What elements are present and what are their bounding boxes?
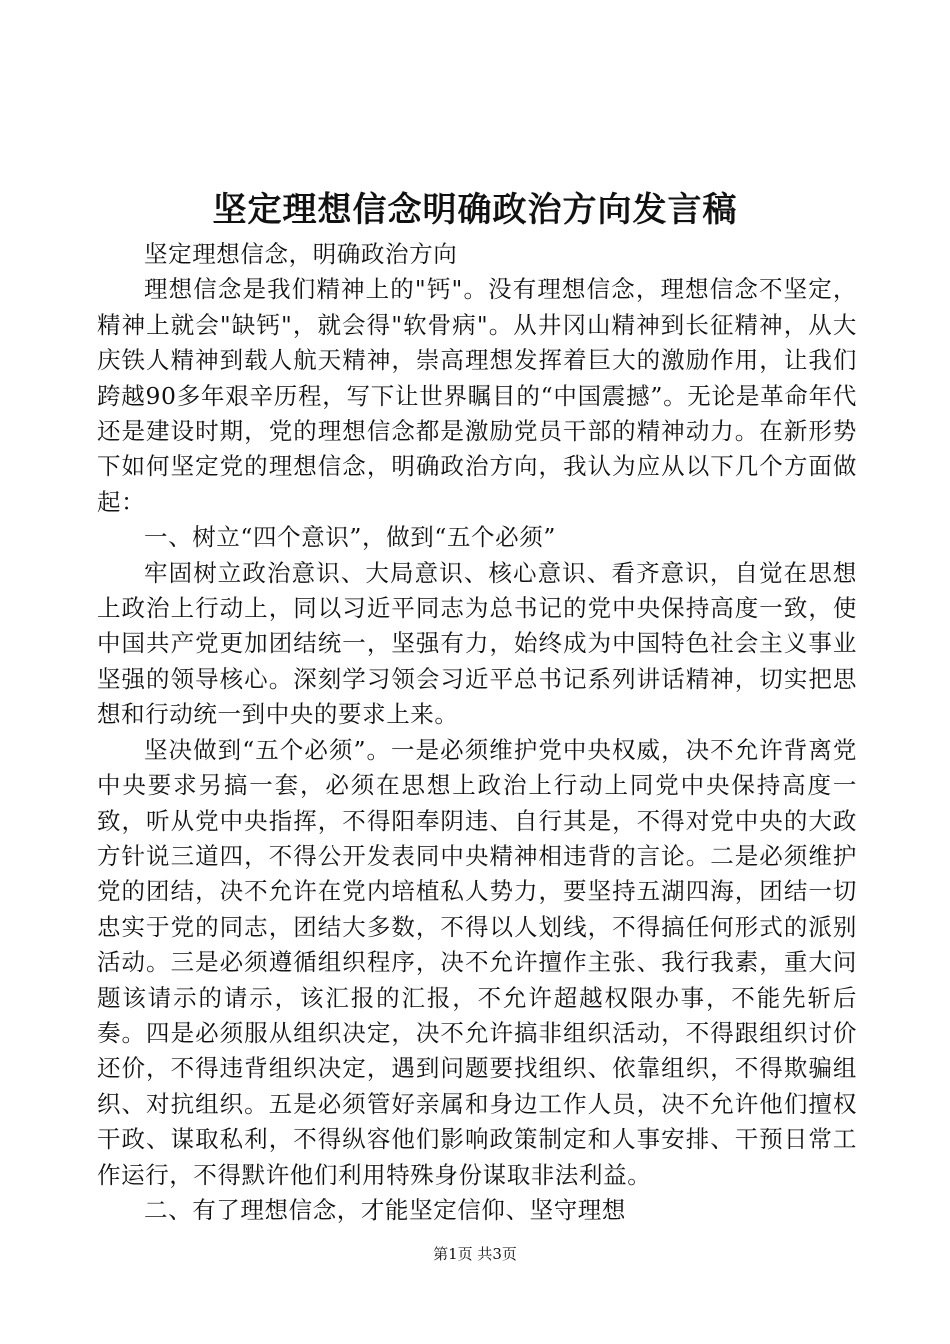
paragraph-five-musts: 坚决做到“五个必须”。一是必须维护党中央权威，决不允许背离党中央要求另搞一套，必须在思想上政治上行动上同党中央保持高度一致，听从党中央指挥，不得阳奉阴违、自行其是，不得对党中央的大政方针说三道四，不得公开发表同中央精神相违背的言论。二是必须维护党的团结，决不允许在党内培植私人势力，要坚持五湖四海，团结一切忠实于党的同志，团结大多数，不得以人划线，不得搞任何形式的派别活动。三是必须遵循组织程序，决不允许擅作主张、我行我素，重大问题该请示的请示，该汇报的汇报，不允许超越权限办事，不能先斩后奏。四是必须服从组织决定，决不允许搞非组织活动，不得跟组织讨价还价，不得违背组织决定，遇到问题要找组织、依靠组织，不得欺骗组织、对抗组织。五是必须管好亲属和身边工作人员，决不允许他们擅权干政、谋取私利，不得纵容他们影响政策制定和人事安排、干预日常工作运行，不得默许他们利用特殊身份谋取非法利益。 [97,735,857,1189]
paragraph-four-consciousness: 牢固树立政治意识、大局意识、核心意识、看齐意识，自觉在思想上政治上行动上，同以习近平同志为总书记的党中央保持高度一致，使中国共产党更加团结统一，坚强有力，始终成为中国特色社会主义事业坚强的领导核心。深刻学习领会习近平总书记系列讲话精神，切实把思想和行动统一到中央的要求上来。 [97,558,857,729]
document-body [97,237,857,1228]
document-title: 坚定理想信念明确政治方向发言稿 [212,190,738,230]
paragraph-subtitle: 坚定理想信念，明确政治方向 [144,240,458,268]
page-footer: 第1页 共3页 [433,1245,517,1263]
section-heading-1: 一、树立“四个意识”，做到“五个必须” [144,523,556,552]
paragraph-intro: 理想信念是我们精神上的"钙"。没有理想信念，理想信念不坚定，精神上就会"缺钙"，就会得"软骨病"。从井冈山精神到长征精神，从大庆铁人精神到载人航天精神，崇高理想发挥着巨大的激励作用，让我们跨越90多年艰辛历程，写下让世界瞩目的“中国震撼”。无论是革命年代还是建设时期，党的理想信念都是激励党员干部的精神动力。在新形势下如何坚定党的理想信念，明确政治方向，我认为应从以下几个方面做起： [97,275,857,516]
section-heading-2: 二、有了理想信念，才能坚定信仰、坚守理想 [144,1195,626,1224]
